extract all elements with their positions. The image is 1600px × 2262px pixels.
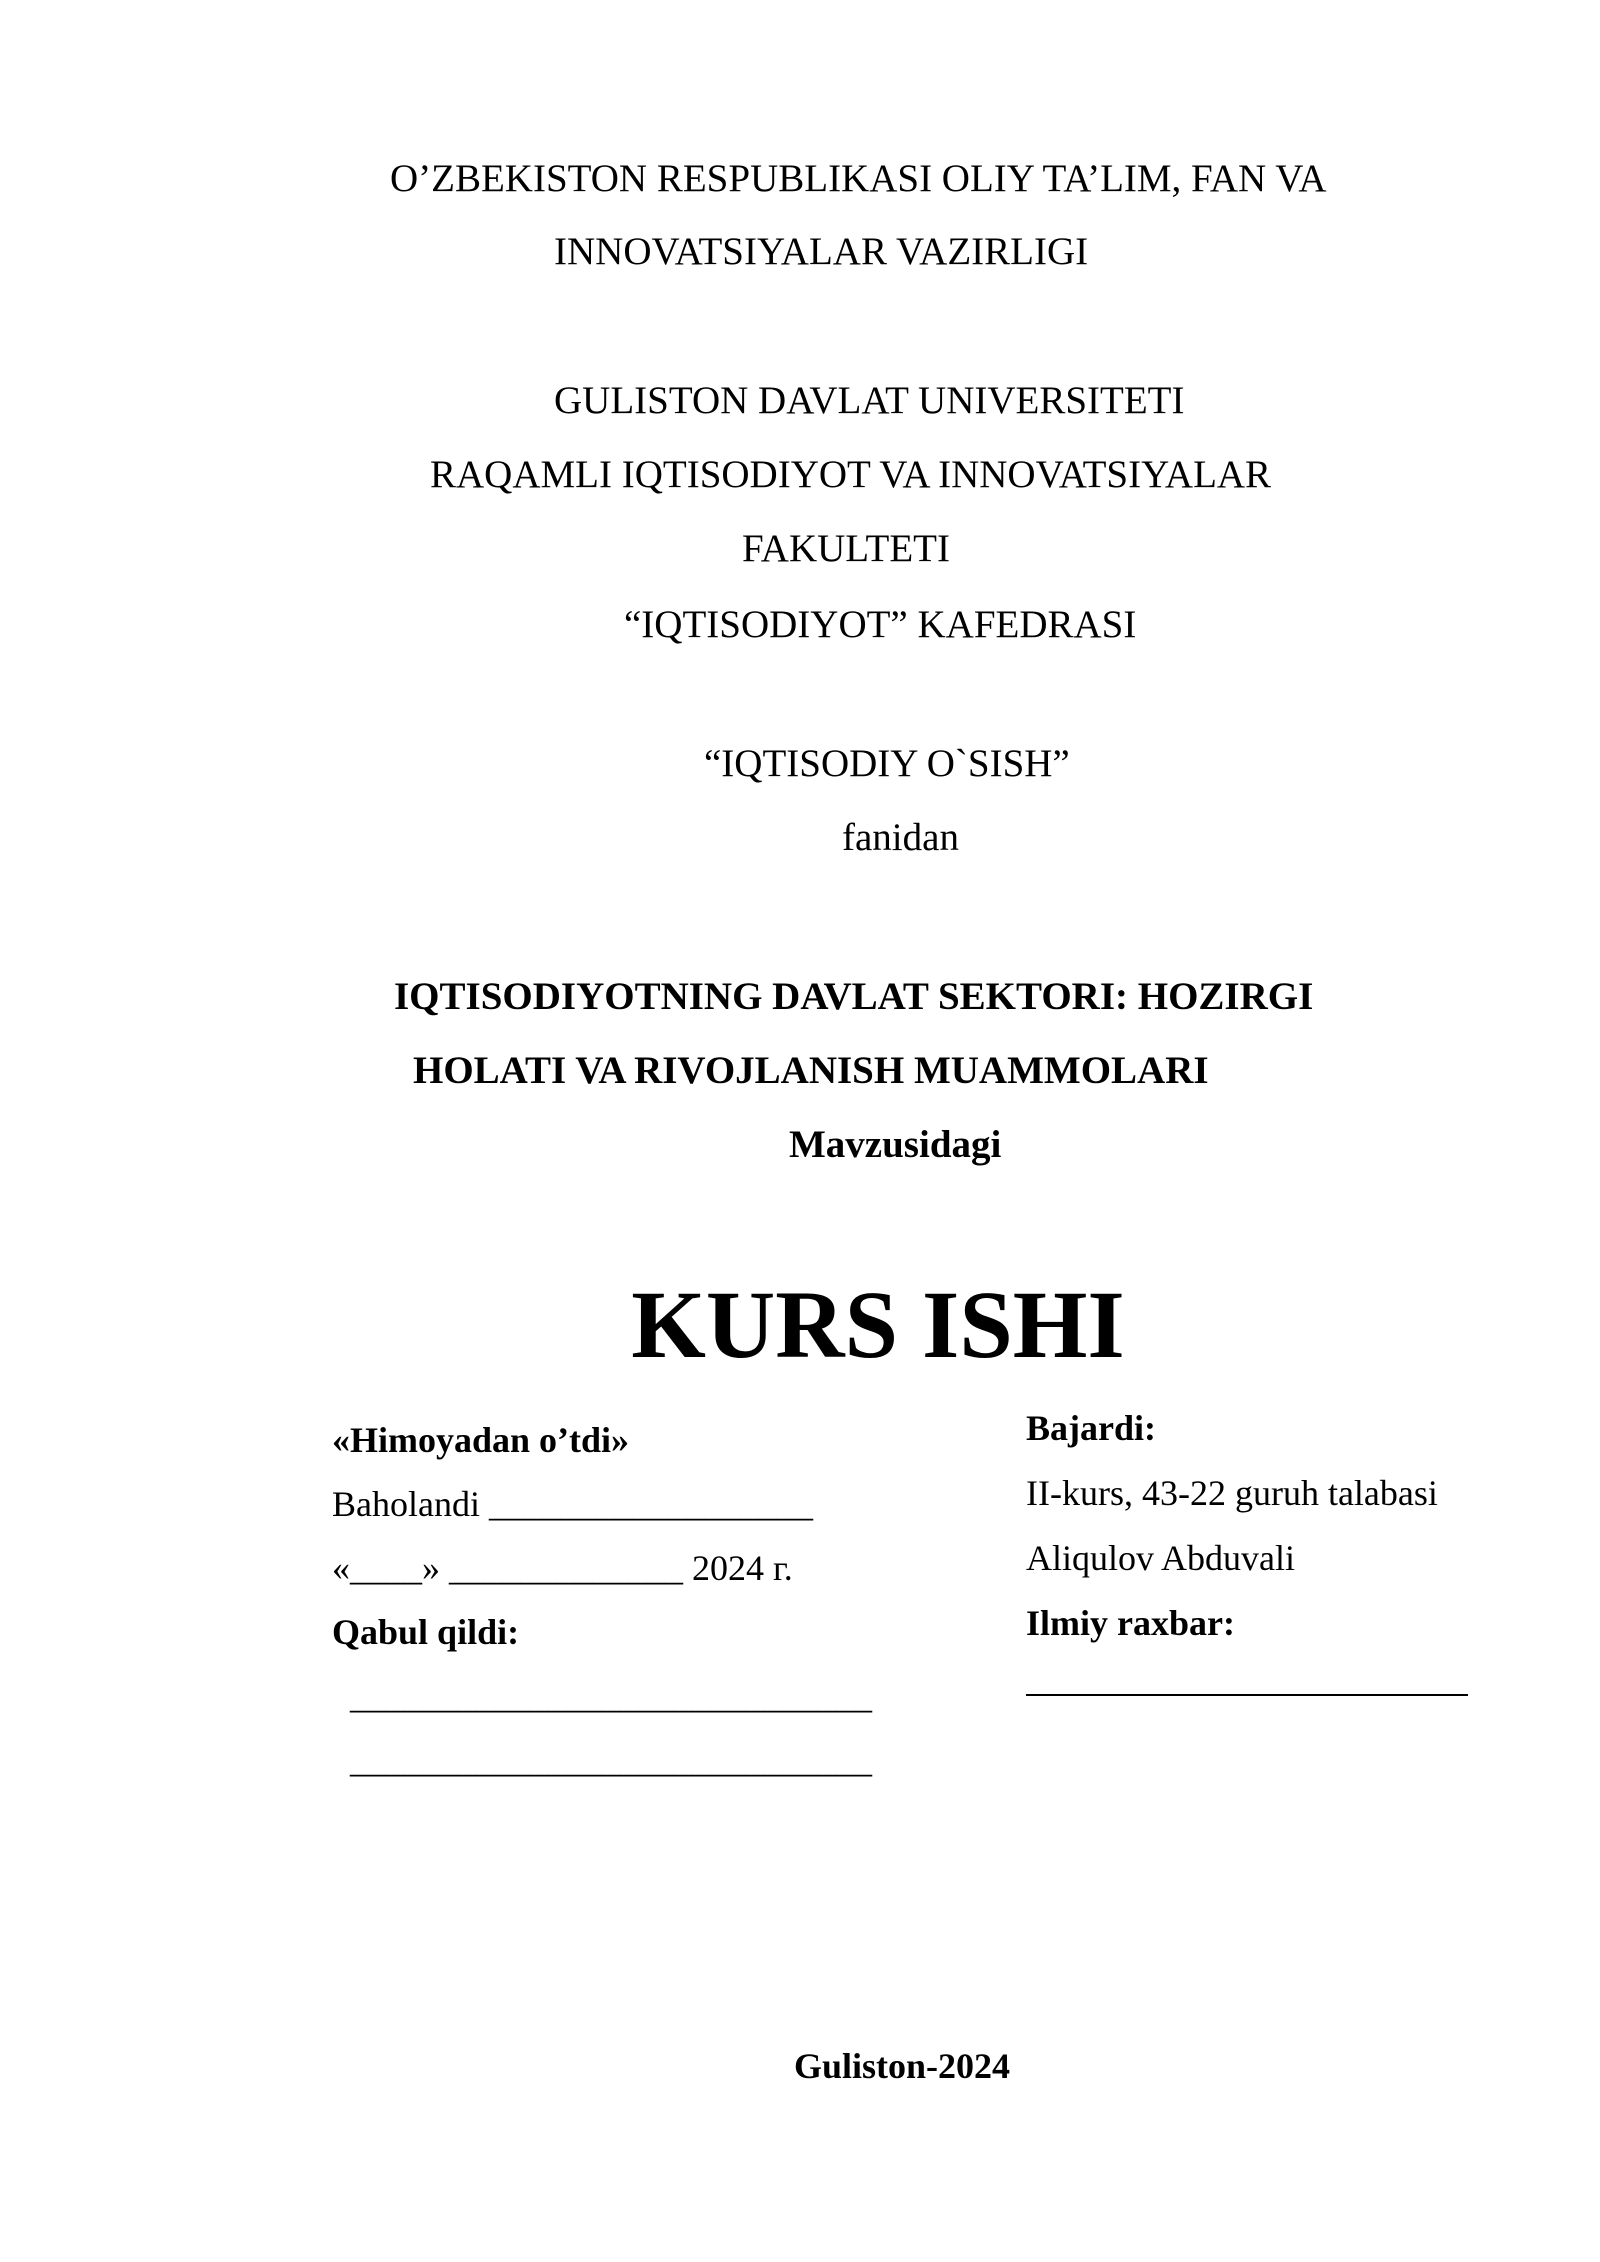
student-name: Aliqulov Abduvali — [1026, 1538, 1295, 1578]
topic-line-3: Mavzusidagi — [789, 1123, 1002, 1166]
subject-suffix: fanidan — [842, 816, 959, 859]
topic-line-1: IQTISODIYOTNING DAVLAT SEKTORI: HOZIRGI — [394, 975, 1314, 1018]
supervisor-signature-rule — [1026, 1694, 1468, 1696]
topic-line-2: HOLATI VA RIVOJLANISH MUAMMOLARI — [413, 1049, 1209, 1092]
ministry-line-1: O’ZBEKISTON RESPUBLIKASI OLIY TA’LIM, FAN VA — [390, 157, 1327, 200]
ministry-line-2: INNOVATSIYALAR VAZIRLIGI — [554, 230, 1089, 273]
student-info: II-kurs, 43-22 guruh talabasi — [1026, 1473, 1438, 1513]
faculty-line-2: FAKULTETI — [742, 527, 950, 570]
graded-line: Baholandi __________________ — [332, 1484, 813, 1524]
subject-name: “IQTISODIY O`SISH” — [704, 742, 1070, 785]
accepted-label: Qabul qildi: — [332, 1612, 520, 1652]
signature-line-2: _____________________________ — [350, 1740, 872, 1780]
department-name: “IQTISODIYOT” KAFEDRASI — [624, 603, 1137, 646]
university-name: GULISTON DAVLAT UNIVERSITETI — [554, 379, 1185, 422]
document-type-title: KURS ISHI — [631, 1271, 1125, 1378]
signature-line-1: _____________________________ — [350, 1676, 872, 1716]
defense-label: «Himoyadan o’tdi» — [332, 1420, 630, 1460]
supervisor-label: Ilmiy raxbar: — [1026, 1603, 1235, 1643]
date-line: «____» _____________ 2024 г. — [332, 1548, 793, 1588]
faculty-line-1: RAQAMLI IQTISODIYOT VA INNOVATSIYALAR — [430, 453, 1272, 496]
done-by-label: Bajardi: — [1026, 1408, 1156, 1448]
city-year: Guliston-2024 — [794, 2046, 1011, 2086]
